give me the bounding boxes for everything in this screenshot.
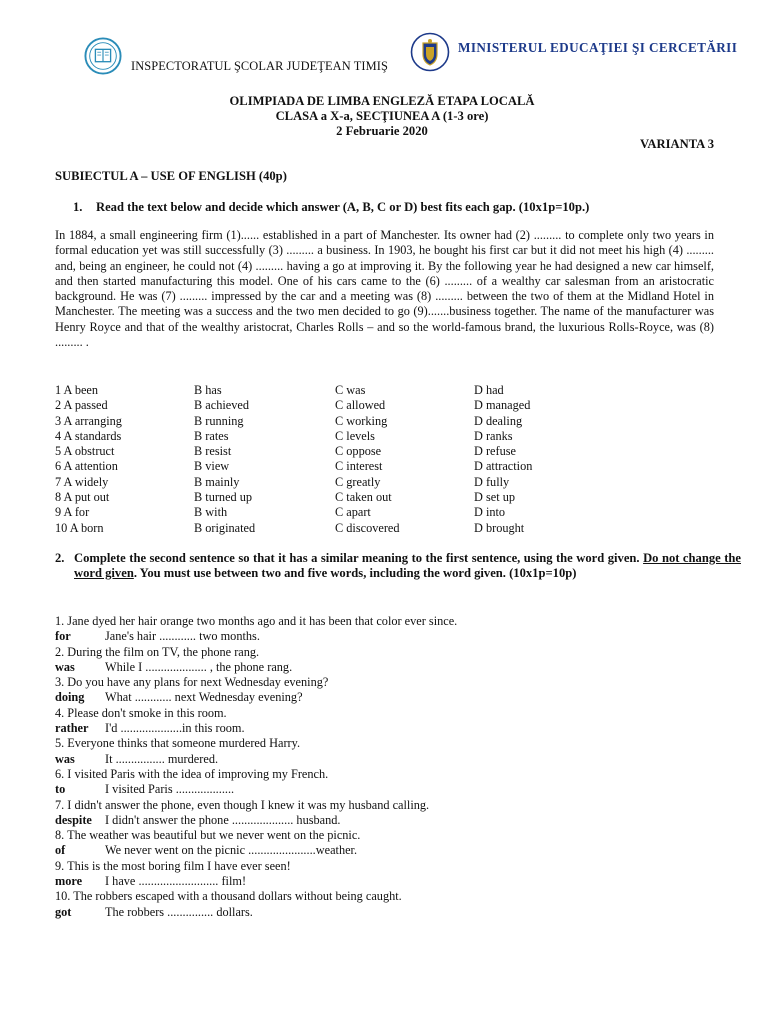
option-d: D managed	[474, 398, 531, 413]
option-b: B achieved	[194, 398, 249, 413]
task-sentence: 10. The robbers escaped with a thousand dollars without being caught.	[55, 889, 402, 904]
exam-class-section: CLASA a X-a, SECŢIUNEA A (1-3 ore)	[275, 109, 489, 123]
exercise1-options-table	[55, 383, 735, 536]
task-sentence: 9. This is the most boring film I have ever seen!	[55, 858, 291, 873]
task-rewrite-line	[55, 843, 735, 858]
option-row	[55, 521, 735, 536]
option-a: 4 A standards	[55, 428, 122, 443]
option-c: C apart	[335, 505, 371, 520]
exam-title: OLIMPIADA DE LIMBA ENGLEZĂ ETAPA LOCALĂ	[229, 94, 535, 108]
option-d: D fully	[474, 474, 510, 489]
exam-title-block	[0, 94, 768, 139]
option-d: D brought	[474, 520, 525, 535]
ministry-crest-logo	[409, 32, 451, 72]
option-c: C allowed	[335, 398, 386, 413]
task-rewrite: Jane's hair ............ two months.	[105, 629, 260, 644]
option-a: 1 A been	[55, 383, 99, 397]
task-key-word: for	[55, 629, 71, 644]
task-key-word: rather	[55, 721, 89, 736]
option-c: C interest	[335, 459, 383, 474]
option-row	[55, 414, 735, 429]
option-row	[55, 383, 735, 398]
option-c: C greatly	[335, 474, 381, 489]
task-rewrite: The robbers ............... dollars.	[105, 904, 253, 919]
task-rewrite: I visited Paris ...................	[105, 782, 235, 797]
task-rewrite: We never went on the picnic ......................weather.	[105, 843, 358, 858]
option-b: B running	[194, 413, 244, 428]
task-rewrite: What ............ next Wednesday evening?	[105, 690, 303, 705]
subject-heading: SUBIECTUL A – USE OF ENGLISH (40p)	[55, 169, 287, 183]
exercise2-instruction-b: . You must use between two and five words, including the word given. (10x1p=10p)	[133, 566, 577, 580]
task-rewrite-line	[55, 690, 735, 705]
exercise2-instruction-underlined: Do not change the word given	[74, 551, 741, 580]
option-c: C working	[335, 413, 388, 428]
option-row	[55, 459, 735, 474]
task-key-word: was	[55, 659, 75, 674]
option-row	[55, 490, 735, 505]
option-a: 3 A arranging	[55, 413, 122, 428]
task-rewrite-line	[55, 660, 735, 675]
option-d: D into	[474, 505, 506, 520]
exercise1-text: In 1884, a small engineering firm (1)...... established in a part of Manchester. Its owner had (2) ......... to complete only two years in formal education yet was still successfully (3) ......... a business. In 1903, he bought his first car but it did not meet his high (4) ......... and, being an engineer, he could not (4) ......... having a go at improving it. By the following year he had designed a new car himself, and then started manufacturing this model. One of his cars came to the (6) ......... of a wealthy car salesman from an aristocratic background. He was (7) ......... impressed by the car and a meeting was (8) ......... between the two of them at the Midland Hotel in Manchester. The meeting was a success and the two men decided to go (9).......business together. The name of the manufacturer was Henry Royce and that of the wealthy aristocrat, Charles Rolls – and so the world-famous brand, the luxurious Rolls-Royce, was (8) ......... .	[55, 228, 714, 350]
task-sentence: 6. I visited Paris with the idea of improving my French.	[55, 766, 329, 781]
option-d: D refuse	[474, 444, 516, 459]
option-d: D attraction	[474, 459, 533, 474]
option-a: 5 A obstruct	[55, 444, 115, 459]
exam-date: 2 Februarie 2020	[336, 124, 428, 138]
inspectorate-name: INSPECTORATUL ŞCOLAR JUDEŢEAN TIMIŞ	[131, 59, 388, 73]
task-sentence: 7. I didn't answer the phone, even though I knew it was my husband calling.	[55, 797, 430, 812]
option-c: C discovered	[335, 520, 400, 535]
ministry-name: MINISTERUL EDUCAŢIEI ŞI CERCETĂRII	[458, 40, 738, 55]
task-sentence: 3. Do you have any plans for next Wednesday evening?	[55, 675, 329, 690]
option-b: B view	[194, 459, 230, 474]
task-key-word: despite	[55, 812, 92, 827]
option-row	[55, 505, 735, 520]
option-d: D had	[474, 383, 504, 397]
option-b: B turned up	[194, 490, 253, 505]
task-key-word: was	[55, 751, 75, 766]
option-c: C oppose	[335, 444, 382, 459]
exercise2-items	[55, 614, 735, 920]
option-b: B resist	[194, 444, 232, 459]
task-rewrite-line	[55, 782, 735, 797]
task-rewrite-line	[55, 721, 735, 736]
option-b: B has	[194, 383, 222, 397]
task-rewrite: I have .......................... film!	[105, 874, 247, 889]
option-a: 9 A for	[55, 505, 90, 520]
exercise1-instruction	[73, 200, 589, 215]
option-a: 10 A born	[55, 520, 104, 535]
exam-variant: VARIANTA 3	[639, 137, 714, 151]
task-rewrite-line	[55, 905, 735, 920]
task-sentence: 2. During the film on TV, the phone rang.	[55, 644, 260, 659]
option-row	[55, 429, 735, 444]
option-row	[55, 444, 735, 459]
option-d: D ranks	[474, 428, 513, 443]
option-row	[55, 475, 735, 490]
option-c: C was	[335, 383, 366, 397]
option-c: C taken out	[335, 490, 392, 505]
task-key-word: got	[55, 904, 72, 919]
exercise1-instruction-text: Read the text below and decide which answer (A, B, C or D) best fits each gap. (10x1p=10p.)	[96, 200, 590, 214]
exercise2-number: 2.	[55, 551, 65, 565]
task-rewrite-line	[55, 629, 735, 644]
option-d: D dealing	[474, 413, 523, 428]
option-a: 8 A put out	[55, 490, 110, 505]
task-rewrite: I didn't answer the phone .................... husband.	[105, 812, 341, 827]
task-key-word: to	[55, 782, 66, 797]
task-sentence: 4. Please don't smoke in this room.	[55, 705, 227, 720]
option-row	[55, 398, 735, 413]
option-b: B rates	[194, 428, 229, 443]
task-sentence: 8. The weather was beautiful but we never went on the picnic.	[55, 828, 361, 843]
option-a: 6 A attention	[55, 459, 118, 474]
option-c: C levels	[335, 428, 375, 443]
exercise2-instruction	[55, 551, 741, 581]
task-key-word: more	[55, 874, 83, 889]
task-key-word: doing	[55, 690, 85, 705]
task-rewrite: While I .................... , the phone rang.	[105, 659, 293, 674]
task-rewrite-line	[55, 752, 735, 767]
task-rewrite-line	[55, 874, 735, 889]
exercise1-number: 1.	[73, 200, 83, 214]
option-a: 7 A widely	[55, 474, 109, 489]
inspectorate-logo	[84, 37, 122, 75]
exercise2-instruction-a: Complete the second sentence so that it has a similar meaning to the first sentence, using the word given.	[74, 551, 644, 565]
document-header	[0, 30, 768, 78]
task-key-word: of	[55, 843, 66, 858]
task-sentence: 5. Everyone thinks that someone murdered Harry.	[55, 736, 301, 751]
option-b: B with	[194, 505, 228, 520]
task-rewrite-line	[55, 813, 735, 828]
task-sentence: 1. Jane dyed her hair orange two months ago and it has been that color ever since.	[55, 614, 458, 628]
option-b: B originated	[194, 520, 256, 535]
task-rewrite: I'd ....................in this room.	[105, 721, 245, 736]
option-d: D set up	[474, 490, 515, 505]
option-b: B mainly	[194, 474, 240, 489]
task-rewrite: It ................ murdered.	[105, 751, 219, 766]
option-a: 2 A passed	[55, 398, 108, 413]
